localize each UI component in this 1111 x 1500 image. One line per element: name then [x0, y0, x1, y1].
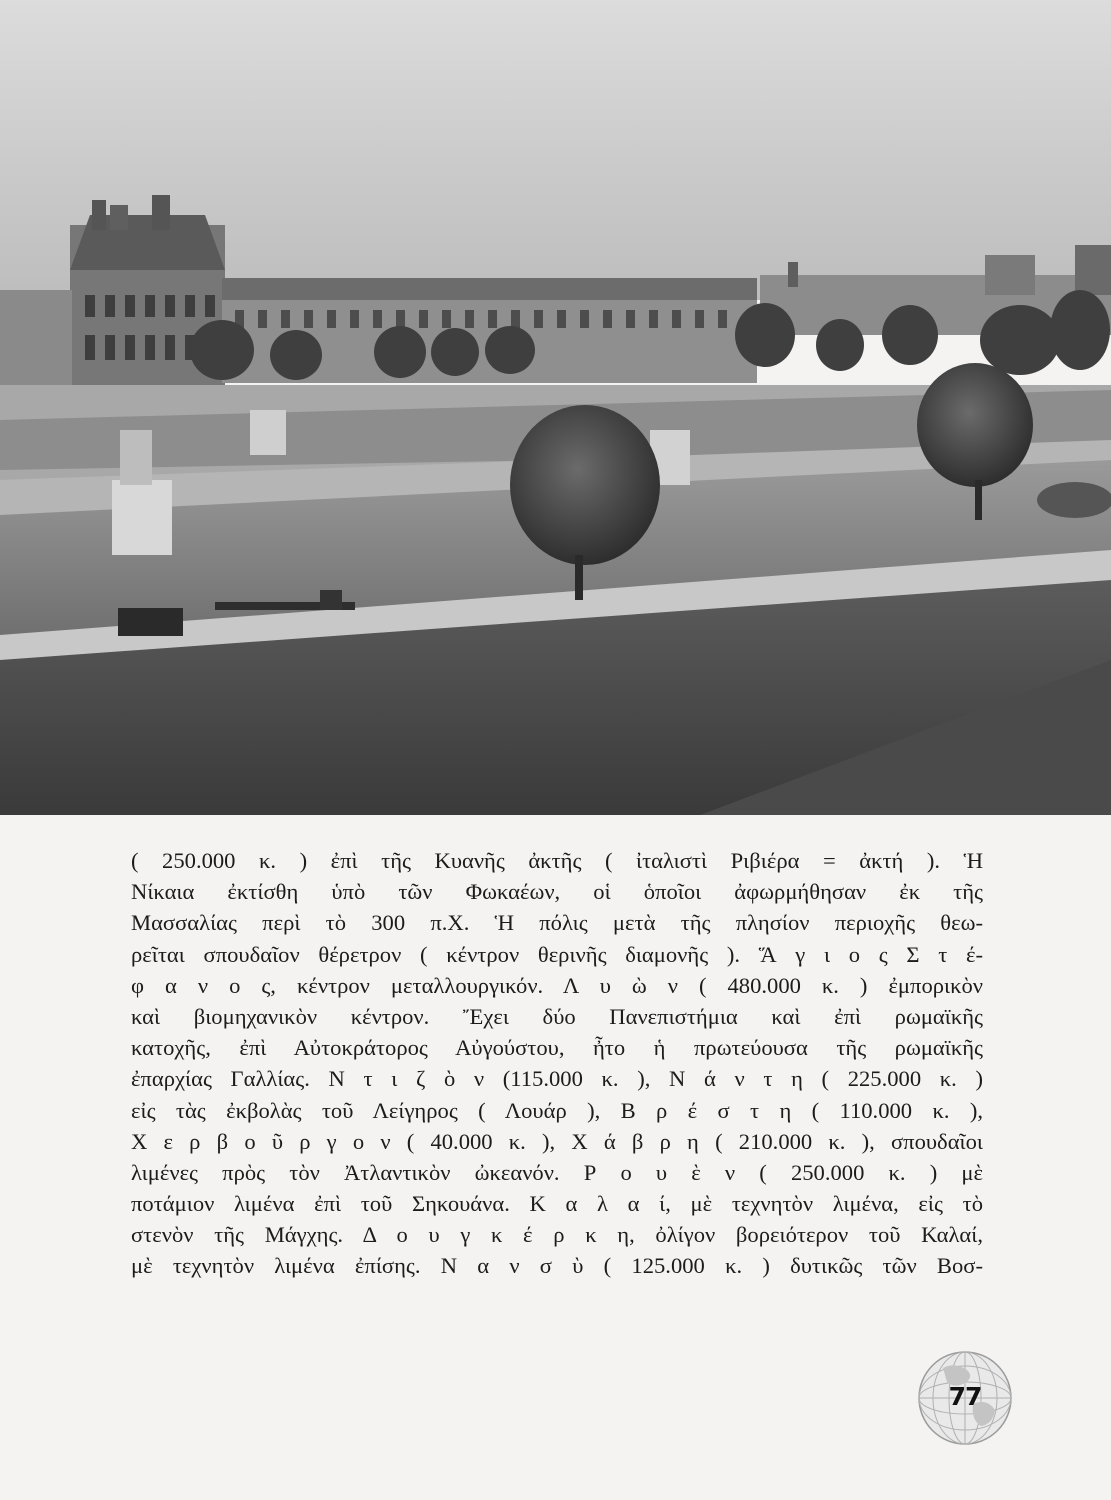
- text-line: κατοχῆς, ἐπὶ Αὐτοκράτορος Αὐγούστου, ἦτο ἡ πρωτεύουσα τῆς ρωμαϊκῆς: [131, 1035, 983, 1061]
- text-line: λιμένες πρὸς τὸν Ἀτλαντικὸν ὠκεανόν. Ρ ο υ ὲ ν ( 250.000 κ. ) μὲ: [131, 1159, 983, 1185]
- text-line: Χ ε ρ β ο ῦ ρ γ ο ν ( 40.000 κ. ), Χ ά β ρ η ( 210.000 κ. ), σπουδαῖοι: [131, 1128, 983, 1154]
- text-line: Νίκαια ἐκτίσθη ὑπὸ τῶν Φωκαέων, οἱ ὁποῖοι ἀφωρμήθησαν ἐκ τῆς: [131, 879, 983, 905]
- text-line: μὲ τεχνητὸν λιμένα ἐπίσης. Ν α ν σ ὺ ( 125.000 κ. ) δυτικῶς τῶν Βοσ-: [131, 1253, 983, 1279]
- text-line: καὶ βιομηχανικὸν κέντρον. Ἔχει δύο Πανεπιστήμια καὶ ἐπὶ ρωμαϊκῆς: [131, 1003, 983, 1029]
- text-line: ποτάμιον λιμένα ἐπὶ τοῦ Σηκουάνα. Κ α λ α ί, μὲ τεχνητὸν λιμένα, εἰς τὸ: [131, 1191, 983, 1217]
- text-line: εἰς τὰς ἐκβολὰς τοῦ Λείγηρος ( Λουάρ ), Β ρ έ σ τ η ( 110.000 κ. ),: [131, 1097, 983, 1123]
- page-number: 77: [948, 1382, 982, 1411]
- text-line: στενὸν τῆς Μάγχης. Δ ο υ γ κ έ ρ κ η, ὀλίγον βορειότερον τοῦ Καλαί,: [131, 1222, 983, 1248]
- text-line: ρεῖται σπουδαῖον θέρετρον ( κέντρον θερινῆς διαμονῆς ). Ἅ γ ι ο ς Σ τ έ-: [131, 941, 983, 967]
- body-text: [131, 845, 983, 1282]
- text-line: Μασσαλίας περὶ τὸ 300 π.Χ. Ἡ πόλις μετὰ τῆς πλησίον περιοχῆς θεω-: [131, 910, 983, 936]
- text-line: ( 250.000 κ. ) ἐπὶ τῆς Κυανῆς ἀκτῆς ( ἰταλιστὶ Ριβιέρα = ἀκτή ). Ἡ: [131, 848, 983, 873]
- text-line: ἐπαρχίας Γαλλίας. Ν τ ι ζ ὸ ν (115.000 κ. ), Ν ά ν τ η ( 225.000 κ. ): [131, 1066, 983, 1092]
- text-line: φ α ν ο ς, κέντρον μεταλλουργικόν. Λ υ ὼ ν ( 480.000 κ. ) ἐμπορικὸν: [131, 972, 983, 998]
